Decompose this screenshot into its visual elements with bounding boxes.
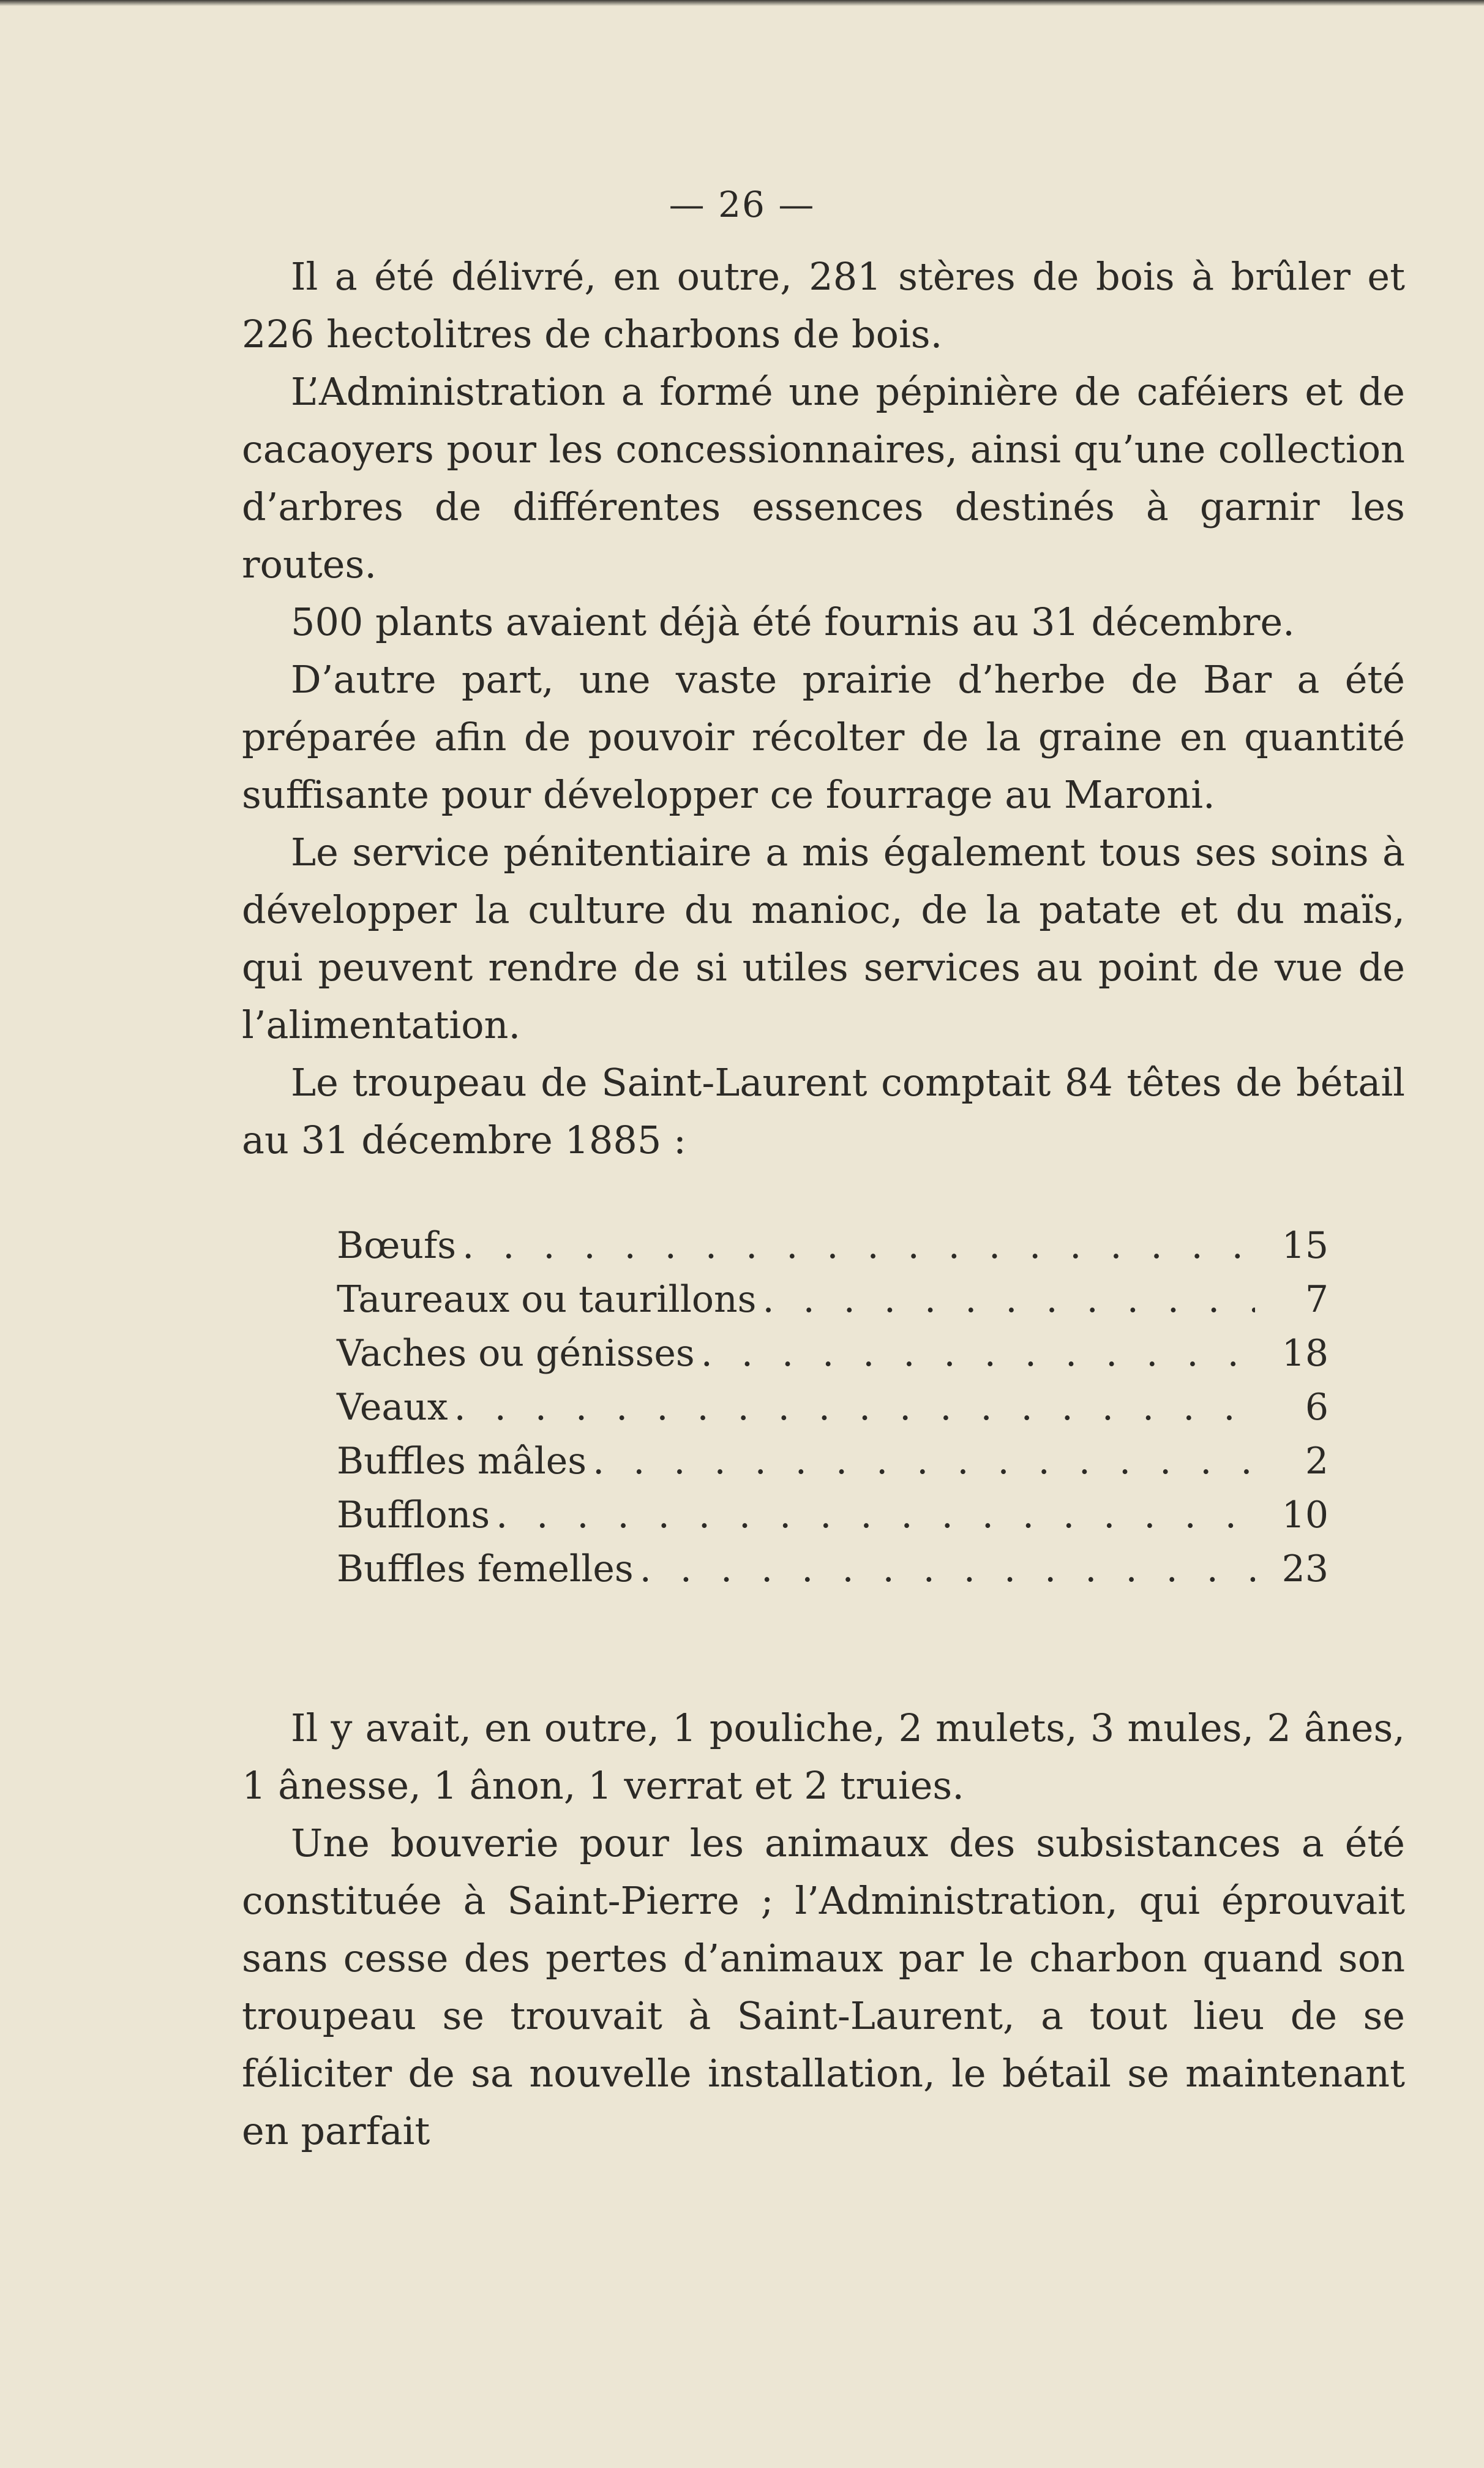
cattle-count: 18 [1281, 1332, 1328, 1375]
dot-leader [640, 1542, 1255, 1596]
paragraph: L’Administration a formé une pépinière de caféiers et de cacaoyers pour les concessionnaires, ainsi qu’une collection d’arbres de différentes essences destinés à garnir les routes. [242, 369, 1405, 587]
cattle-label: Buffles mâles [337, 1440, 587, 1483]
cattle-count: 23 [1281, 1548, 1328, 1590]
cattle-count: 10 [1281, 1494, 1328, 1537]
dot-leader [454, 1380, 1255, 1434]
cattle-label: Taureaux ou taurillons [337, 1278, 757, 1321]
cattle-label: Veaux [337, 1386, 448, 1429]
cattle-row [337, 1380, 1328, 1434]
cattle-label: Bœufs [337, 1224, 457, 1267]
page-top-edge [0, 0, 1484, 6]
dot-leader [496, 1488, 1255, 1542]
cattle-row [337, 1488, 1328, 1542]
cattle-label: Buffles femelles [337, 1548, 634, 1590]
text-block-bottom [242, 1699, 1405, 2160]
cattle-count: 15 [1281, 1224, 1328, 1267]
dot-leader [593, 1434, 1255, 1488]
cattle-count: 7 [1305, 1278, 1328, 1321]
cattle-table [337, 1219, 1328, 1596]
text-block-top [242, 248, 1405, 1169]
cattle-label: Vaches ou génisses [337, 1332, 695, 1375]
dot-leader [701, 1326, 1255, 1380]
paragraph: Le service pénitentiaire a mis également tous ses soins à développer la culture du manioc, de la patate et du maïs, qui peuvent rendre de si utiles services au point de vue de l’alimentation. [242, 830, 1405, 1047]
cattle-count: 2 [1305, 1440, 1328, 1483]
dot-leader [462, 1219, 1255, 1273]
cattle-row [337, 1326, 1328, 1380]
paragraph: Une bouverie pour les animaux des subsistances a été constituée à Saint-Pierre ; l’Administration, qui éprouvait sans cesse des pertes d’animaux par le charbon quand son troupeau se trouvait à Saint-Laurent, a tout lieu de se féliciter de sa nouvelle installation, le bétail se maintenant en parfait [242, 1821, 1405, 2153]
cattle-row [337, 1434, 1328, 1488]
page-number: — 26 — [669, 184, 815, 225]
cattle-count: 6 [1305, 1386, 1328, 1429]
dot-leader [762, 1273, 1255, 1326]
cattle-label: Bufflons [337, 1494, 490, 1537]
paragraph: Il a été délivré, en outre, 281 stères de bois à brûler et 226 hectolitres de charbons de bois. [242, 254, 1405, 356]
paragraph: Il y avait, en outre, 1 pouliche, 2 mulets, 3 mules, 2 ânes, 1 ânesse, 1 ânon, 1 verrat et 2 truies. [242, 1706, 1405, 1808]
paragraph: Le troupeau de Saint-Laurent comptait 84 têtes de bétail au 31 décembre 1885 : [242, 1060, 1405, 1162]
paragraph: 500 plants avaient déjà été fournis au 31 décembre. [291, 600, 1295, 644]
cattle-row [337, 1542, 1328, 1596]
cattle-row [337, 1219, 1328, 1273]
cattle-row [337, 1273, 1328, 1326]
paragraph: D’autre part, une vaste prairie d’herbe de Bar a été préparée afin de pouvoir récolter de la graine en quantité suffisante pour développer ce fourrage au Maroni. [242, 657, 1405, 817]
